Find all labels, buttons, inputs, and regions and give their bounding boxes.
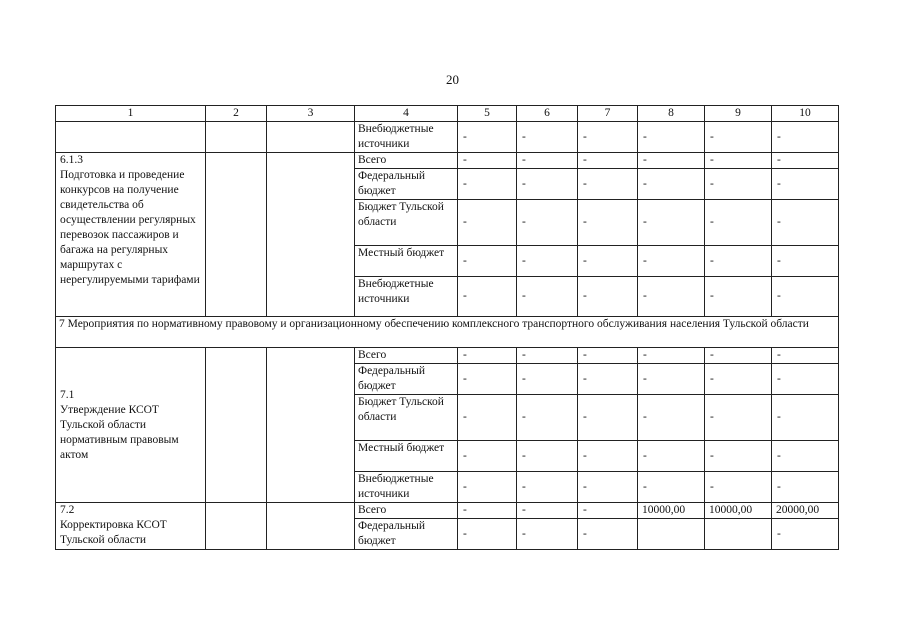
measure-title: 6.1.3 Подготовка и проведение конкурсов на получение свидетельства об осуществлении регулярных перевозок пассажиров и багажа на регулярных маршрутах с нерегулируемыми тарифами <box>60 154 200 286</box>
value-cell: - <box>638 277 705 317</box>
header-cell: 6 <box>517 106 578 122</box>
value-cell: - <box>705 153 772 169</box>
value-cell: - <box>458 122 517 153</box>
value-cell: - <box>458 519 517 550</box>
funding-source: Федеральный бюджет <box>355 364 458 395</box>
value-cell: 20000,00 <box>772 503 839 519</box>
value-cell: - <box>458 441 517 472</box>
value-cell: - <box>458 200 517 246</box>
value-cell: - <box>517 441 578 472</box>
funding-source: Всего <box>355 153 458 169</box>
funding-source: Федеральный бюджет <box>355 519 458 550</box>
value-cell: - <box>705 246 772 277</box>
value-cell: - <box>638 169 705 200</box>
funding-source: Местный бюджет <box>355 441 458 472</box>
value-cell: - <box>517 246 578 277</box>
value-cell: - <box>638 200 705 246</box>
value-cell: - <box>638 364 705 395</box>
header-cell: 3 <box>267 106 355 122</box>
value-cell: - <box>772 153 839 169</box>
header-cell: 8 <box>638 106 705 122</box>
value-cell: 10000,00 <box>638 503 705 519</box>
value-cell: - <box>705 472 772 503</box>
funding-source: Местный бюджет <box>355 246 458 277</box>
value-cell: - <box>638 472 705 503</box>
value-cell: - <box>578 503 638 519</box>
value-cell: - <box>458 153 517 169</box>
value-cell <box>638 519 705 550</box>
header-cell: 1 <box>56 106 206 122</box>
measure-name <box>56 503 206 550</box>
table-row <box>56 348 839 364</box>
value-cell: - <box>517 503 578 519</box>
value-cell: - <box>705 200 772 246</box>
funding-source: Внебюджетные источники <box>355 122 458 153</box>
value-cell: - <box>638 246 705 277</box>
value-cell: - <box>517 169 578 200</box>
value-cell: - <box>578 472 638 503</box>
funding-source: Всего <box>355 348 458 364</box>
measure-name <box>56 348 206 503</box>
value-cell: - <box>705 277 772 317</box>
value-cell: - <box>705 395 772 441</box>
value-cell: - <box>578 364 638 395</box>
funding-source: Внебюджетные источники <box>355 472 458 503</box>
value-cell: - <box>772 364 839 395</box>
value-cell: - <box>458 364 517 395</box>
funding-source: Внебюджетные источники <box>355 277 458 317</box>
value-cell: - <box>638 153 705 169</box>
value-cell: - <box>578 395 638 441</box>
value-cell: - <box>458 169 517 200</box>
value-cell: - <box>772 395 839 441</box>
value-cell: - <box>458 472 517 503</box>
measure-title: 7.1 Утверждение КСОТ Тульской области нормативным правовым актом <box>60 388 179 461</box>
header-cell: 4 <box>355 106 458 122</box>
value-cell: - <box>458 395 517 441</box>
table-row <box>56 503 839 519</box>
header-cell: 9 <box>705 106 772 122</box>
value-cell: - <box>517 277 578 317</box>
funding-source: Бюджет Тульской области <box>355 200 458 246</box>
value-cell: - <box>638 348 705 364</box>
funding-source: Всего <box>355 503 458 519</box>
value-cell: - <box>772 519 839 550</box>
value-cell: - <box>517 122 578 153</box>
value-cell: - <box>517 519 578 550</box>
value-cell: - <box>517 395 578 441</box>
value-cell: - <box>578 277 638 317</box>
funding-source: Бюджет Тульской области <box>355 395 458 441</box>
value-cell: - <box>517 200 578 246</box>
section-heading: 7 Мероприятия по нормативному правовому и организационному обеспечению комплексного транспортного обслуживания населения Тульской области <box>56 317 839 348</box>
measure-name <box>56 153 206 317</box>
value-cell: - <box>578 122 638 153</box>
value-cell: - <box>458 348 517 364</box>
value-cell: - <box>638 441 705 472</box>
value-cell: - <box>517 153 578 169</box>
value-cell: - <box>578 153 638 169</box>
value-cell: - <box>772 348 839 364</box>
value-cell: - <box>578 246 638 277</box>
value-cell: - <box>705 364 772 395</box>
value-cell: - <box>705 441 772 472</box>
value-cell: - <box>772 472 839 503</box>
header-cell: 7 <box>578 106 638 122</box>
value-cell: - <box>458 503 517 519</box>
value-cell: - <box>578 200 638 246</box>
value-cell: 10000,00 <box>705 503 772 519</box>
header-cell: 2 <box>206 106 267 122</box>
page-number: 20 <box>446 72 459 87</box>
value-cell: - <box>772 200 839 246</box>
budget-table <box>55 105 839 550</box>
value-cell: - <box>517 348 578 364</box>
value-cell: - <box>772 169 839 200</box>
funding-source: Федеральный бюджет <box>355 169 458 200</box>
header-cell: 10 <box>772 106 839 122</box>
value-cell <box>705 519 772 550</box>
value-cell: - <box>517 364 578 395</box>
value-cell: - <box>458 246 517 277</box>
value-cell: - <box>458 277 517 317</box>
value-cell: - <box>772 277 839 317</box>
header-row <box>56 106 839 122</box>
value-cell: - <box>578 519 638 550</box>
value-cell: - <box>578 169 638 200</box>
section-row <box>56 317 839 348</box>
value-cell: - <box>517 472 578 503</box>
value-cell: - <box>578 348 638 364</box>
value-cell: - <box>772 122 839 153</box>
value-cell: - <box>578 441 638 472</box>
value-cell: - <box>705 169 772 200</box>
table-row <box>56 122 839 153</box>
value-cell: - <box>705 348 772 364</box>
value-cell: - <box>705 122 772 153</box>
measure-title: 7.2 Корректировка КСОТ Тульской области <box>60 504 167 546</box>
value-cell: - <box>638 395 705 441</box>
value-cell: - <box>772 246 839 277</box>
header-cell: 5 <box>458 106 517 122</box>
table-row <box>56 153 839 169</box>
value-cell: - <box>772 441 839 472</box>
value-cell: - <box>638 122 705 153</box>
